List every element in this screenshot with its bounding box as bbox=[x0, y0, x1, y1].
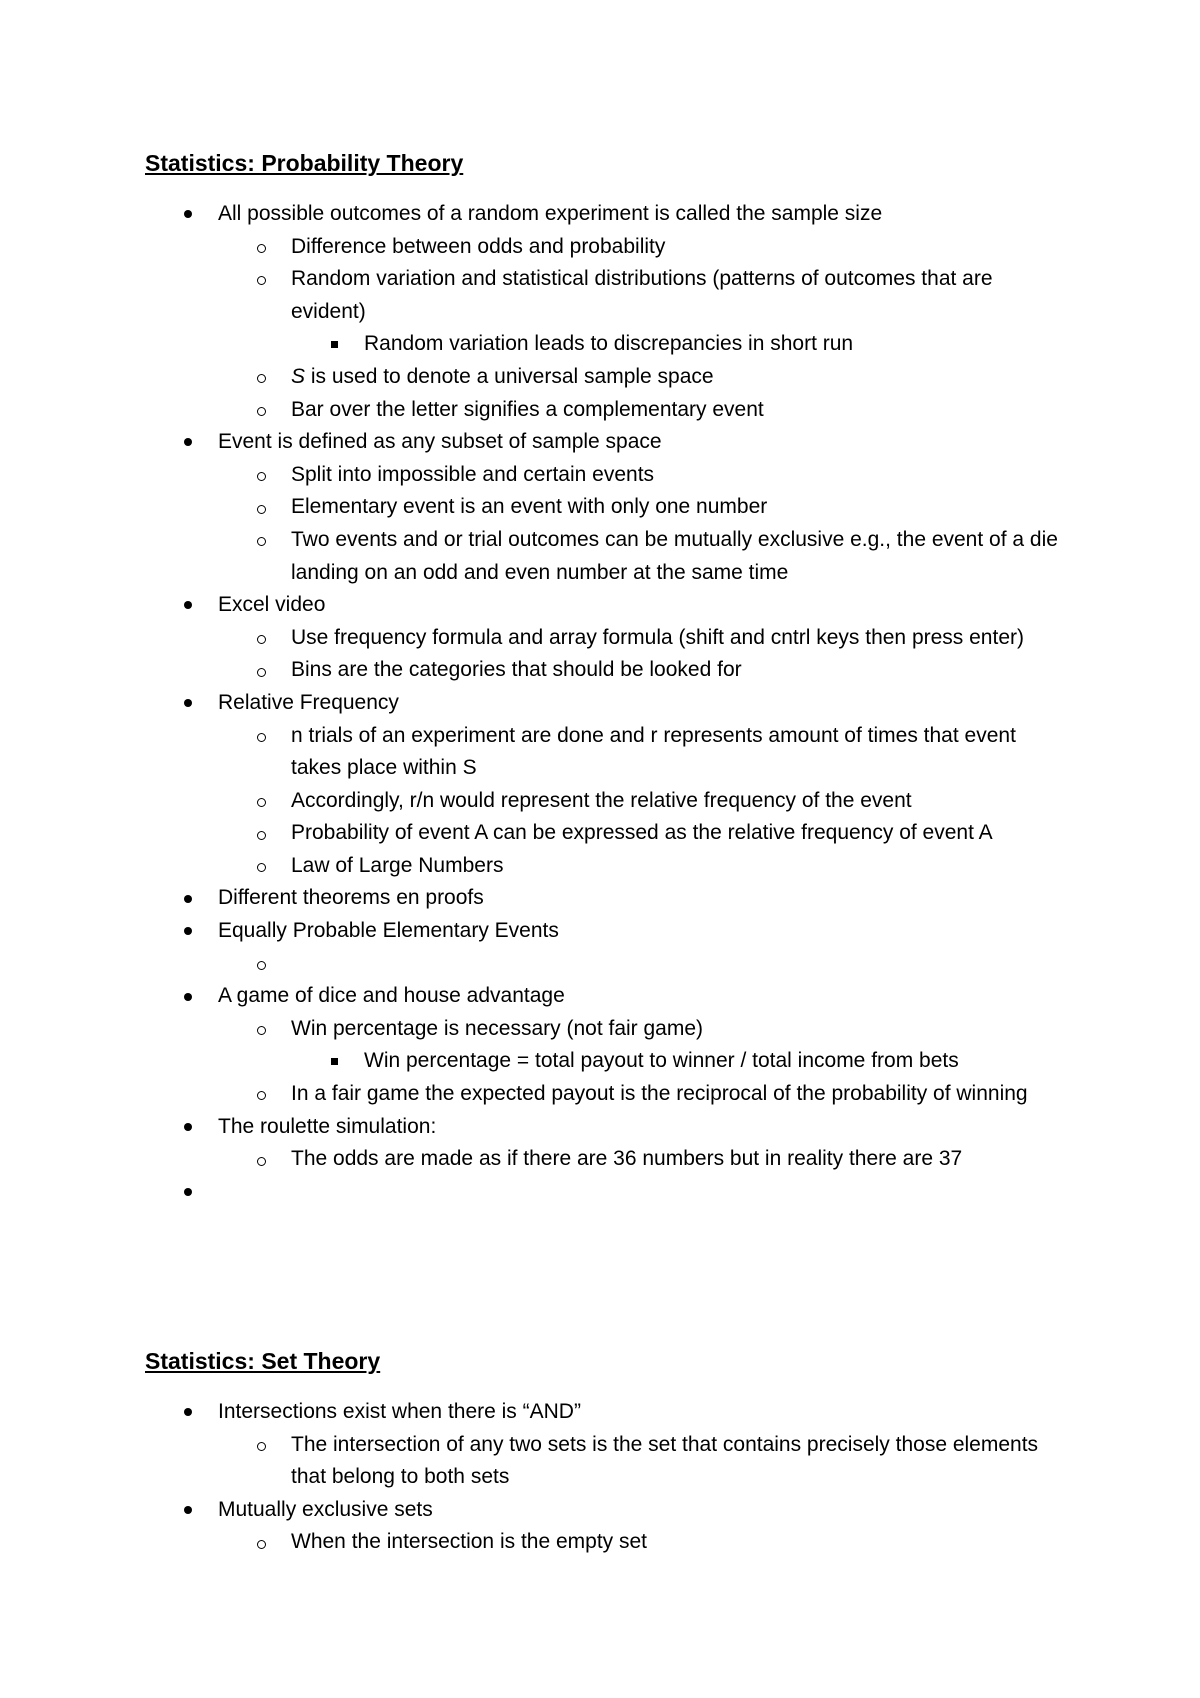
disc-bullet-icon bbox=[178, 426, 198, 459]
list-item bbox=[145, 948, 1065, 981]
list-item bbox=[145, 394, 1065, 427]
circle-bullet-icon bbox=[251, 1078, 271, 1111]
list-item-lead: S bbox=[291, 364, 306, 388]
list-item bbox=[145, 622, 1065, 655]
circle-bullet-icon bbox=[251, 491, 271, 524]
disc-bullet-icon bbox=[178, 915, 198, 948]
circle-bullet-icon bbox=[251, 1013, 271, 1046]
disc-bullet-icon bbox=[178, 1494, 198, 1527]
circle-bullet-icon bbox=[251, 459, 271, 492]
list-item-text: Win percentage is necessary (not fair game) bbox=[291, 1016, 704, 1040]
list-item bbox=[145, 1013, 1065, 1046]
list-item bbox=[145, 687, 1065, 720]
section-probability-theory bbox=[145, 148, 1065, 1208]
list-item-text: Elementary event is an event with only one number bbox=[291, 495, 768, 519]
section-heading: Statistics: Probability Theory bbox=[145, 150, 464, 176]
list-item bbox=[145, 1143, 1065, 1176]
list-item-text: Win percentage = total payout to winner / total income from bets bbox=[364, 1049, 959, 1073]
list-item bbox=[145, 785, 1065, 818]
list-item-text bbox=[291, 361, 1065, 394]
list-item-text: n trials of an experiment are done and r represents amount of times that event takes place within S bbox=[291, 723, 1016, 780]
list-item-text bbox=[218, 1176, 1065, 1209]
list-item-text: Accordingly, r/n would represent the relative frequency of the event bbox=[291, 788, 912, 812]
circle-bullet-icon bbox=[251, 524, 271, 557]
list-item bbox=[145, 263, 1065, 328]
list-item bbox=[145, 1111, 1065, 1144]
circle-bullet-icon bbox=[251, 361, 271, 394]
list-item bbox=[145, 1176, 1065, 1209]
list-item-text: The odds are made as if there are 36 numbers but in reality there are 37 bbox=[291, 1147, 963, 1171]
list-item bbox=[145, 361, 1065, 394]
bullet-list bbox=[145, 198, 1065, 1208]
circle-bullet-icon bbox=[251, 720, 271, 753]
square-bullet-icon bbox=[324, 328, 344, 361]
list-item bbox=[145, 915, 1065, 948]
list-item-text: A game of dice and house advantage bbox=[218, 984, 565, 1008]
circle-bullet-icon bbox=[251, 622, 271, 655]
list-item bbox=[145, 198, 1065, 231]
list-item bbox=[145, 524, 1065, 589]
list-item-text: Mutually exclusive sets bbox=[218, 1497, 433, 1521]
circle-bullet-icon bbox=[251, 263, 271, 296]
circle-bullet-icon bbox=[251, 1429, 271, 1462]
list-item-text: Relative Frequency bbox=[218, 690, 399, 714]
list-item bbox=[145, 589, 1065, 622]
list-item-text: Event is defined as any subset of sample space bbox=[218, 430, 662, 454]
circle-bullet-icon bbox=[251, 850, 271, 883]
square-bullet-icon bbox=[324, 1045, 344, 1078]
list-item-text: Excel video bbox=[218, 593, 326, 617]
circle-bullet-icon bbox=[251, 948, 271, 981]
list-item bbox=[145, 426, 1065, 459]
list-item-text: When the intersection is the empty set bbox=[291, 1530, 648, 1554]
list-item bbox=[145, 328, 1065, 361]
list-item-text: Equally Probable Elementary Events bbox=[218, 919, 559, 943]
list-item bbox=[145, 882, 1065, 915]
list-item-text: Probability of event A can be expressed as the relative frequency of event A bbox=[291, 821, 993, 845]
list-item-text: Difference between odds and probability bbox=[291, 234, 666, 258]
disc-bullet-icon bbox=[178, 1396, 198, 1429]
circle-bullet-icon bbox=[251, 231, 271, 264]
disc-bullet-icon bbox=[178, 980, 198, 1013]
list-item-text: Random variation leads to discrepancies in short run bbox=[364, 332, 854, 356]
circle-bullet-icon bbox=[251, 785, 271, 818]
list-item-text: Use frequency formula and array formula (shift and cntrl keys then press enter) bbox=[291, 625, 1024, 649]
list-item-text: Random variation and statistical distributions (patterns of outcomes that are evident) bbox=[291, 267, 993, 323]
list-item bbox=[145, 1396, 1065, 1429]
circle-bullet-icon bbox=[251, 394, 271, 427]
section-set-theory bbox=[145, 1346, 1065, 1559]
disc-bullet-icon bbox=[178, 1111, 198, 1144]
list-item bbox=[145, 1526, 1065, 1559]
disc-bullet-icon bbox=[178, 1176, 198, 1209]
list-item bbox=[145, 1078, 1065, 1111]
list-item bbox=[145, 654, 1065, 687]
list-item bbox=[145, 817, 1065, 850]
section-heading: Statistics: Set Theory bbox=[145, 1348, 381, 1374]
list-item bbox=[145, 491, 1065, 524]
disc-bullet-icon bbox=[178, 687, 198, 720]
list-item-text: Intersections exist when there is “AND” bbox=[218, 1400, 581, 1423]
list-item-text: The roulette simulation: bbox=[218, 1114, 437, 1138]
list-item bbox=[145, 231, 1065, 264]
list-item bbox=[145, 720, 1065, 785]
disc-bullet-icon bbox=[178, 589, 198, 622]
list-item-text bbox=[291, 948, 1065, 981]
list-item bbox=[145, 459, 1065, 492]
circle-bullet-icon bbox=[251, 654, 271, 687]
list-item-text: All possible outcomes of a random experiment is called the sample size bbox=[218, 202, 883, 225]
list-item-text: Different theorems en proofs bbox=[218, 886, 484, 910]
list-item-text: The intersection of any two sets is the set that contains precisely those elements that belong to both sets bbox=[291, 1432, 1039, 1489]
list-item bbox=[145, 1494, 1065, 1527]
list-item-text: Split into impossible and certain events bbox=[291, 462, 655, 486]
list-item-text: Two events and or trial outcomes can be mutually exclusive e.g., the event of a die landing on an odd and even number at the same time bbox=[291, 527, 1058, 584]
list-item-text: Bar over the letter signifies a complementary event bbox=[291, 397, 764, 421]
disc-bullet-icon bbox=[178, 882, 198, 915]
list-item bbox=[145, 1429, 1065, 1494]
circle-bullet-icon bbox=[251, 1143, 271, 1176]
list-item-rest: is used to denote a universal sample space bbox=[305, 364, 714, 388]
list-item-text: In a fair game the expected payout is the reciprocal of the probability of winning bbox=[291, 1082, 1028, 1106]
list-item-text: Bins are the categories that should be looked for bbox=[291, 658, 742, 682]
list-item bbox=[145, 1045, 1065, 1078]
circle-bullet-icon bbox=[251, 817, 271, 850]
list-item-text: Law of Large Numbers bbox=[291, 853, 504, 877]
bullet-list bbox=[145, 1396, 1065, 1559]
circle-bullet-icon bbox=[251, 1526, 271, 1559]
list-item bbox=[145, 980, 1065, 1013]
list-item bbox=[145, 850, 1065, 883]
disc-bullet-icon bbox=[178, 198, 198, 231]
